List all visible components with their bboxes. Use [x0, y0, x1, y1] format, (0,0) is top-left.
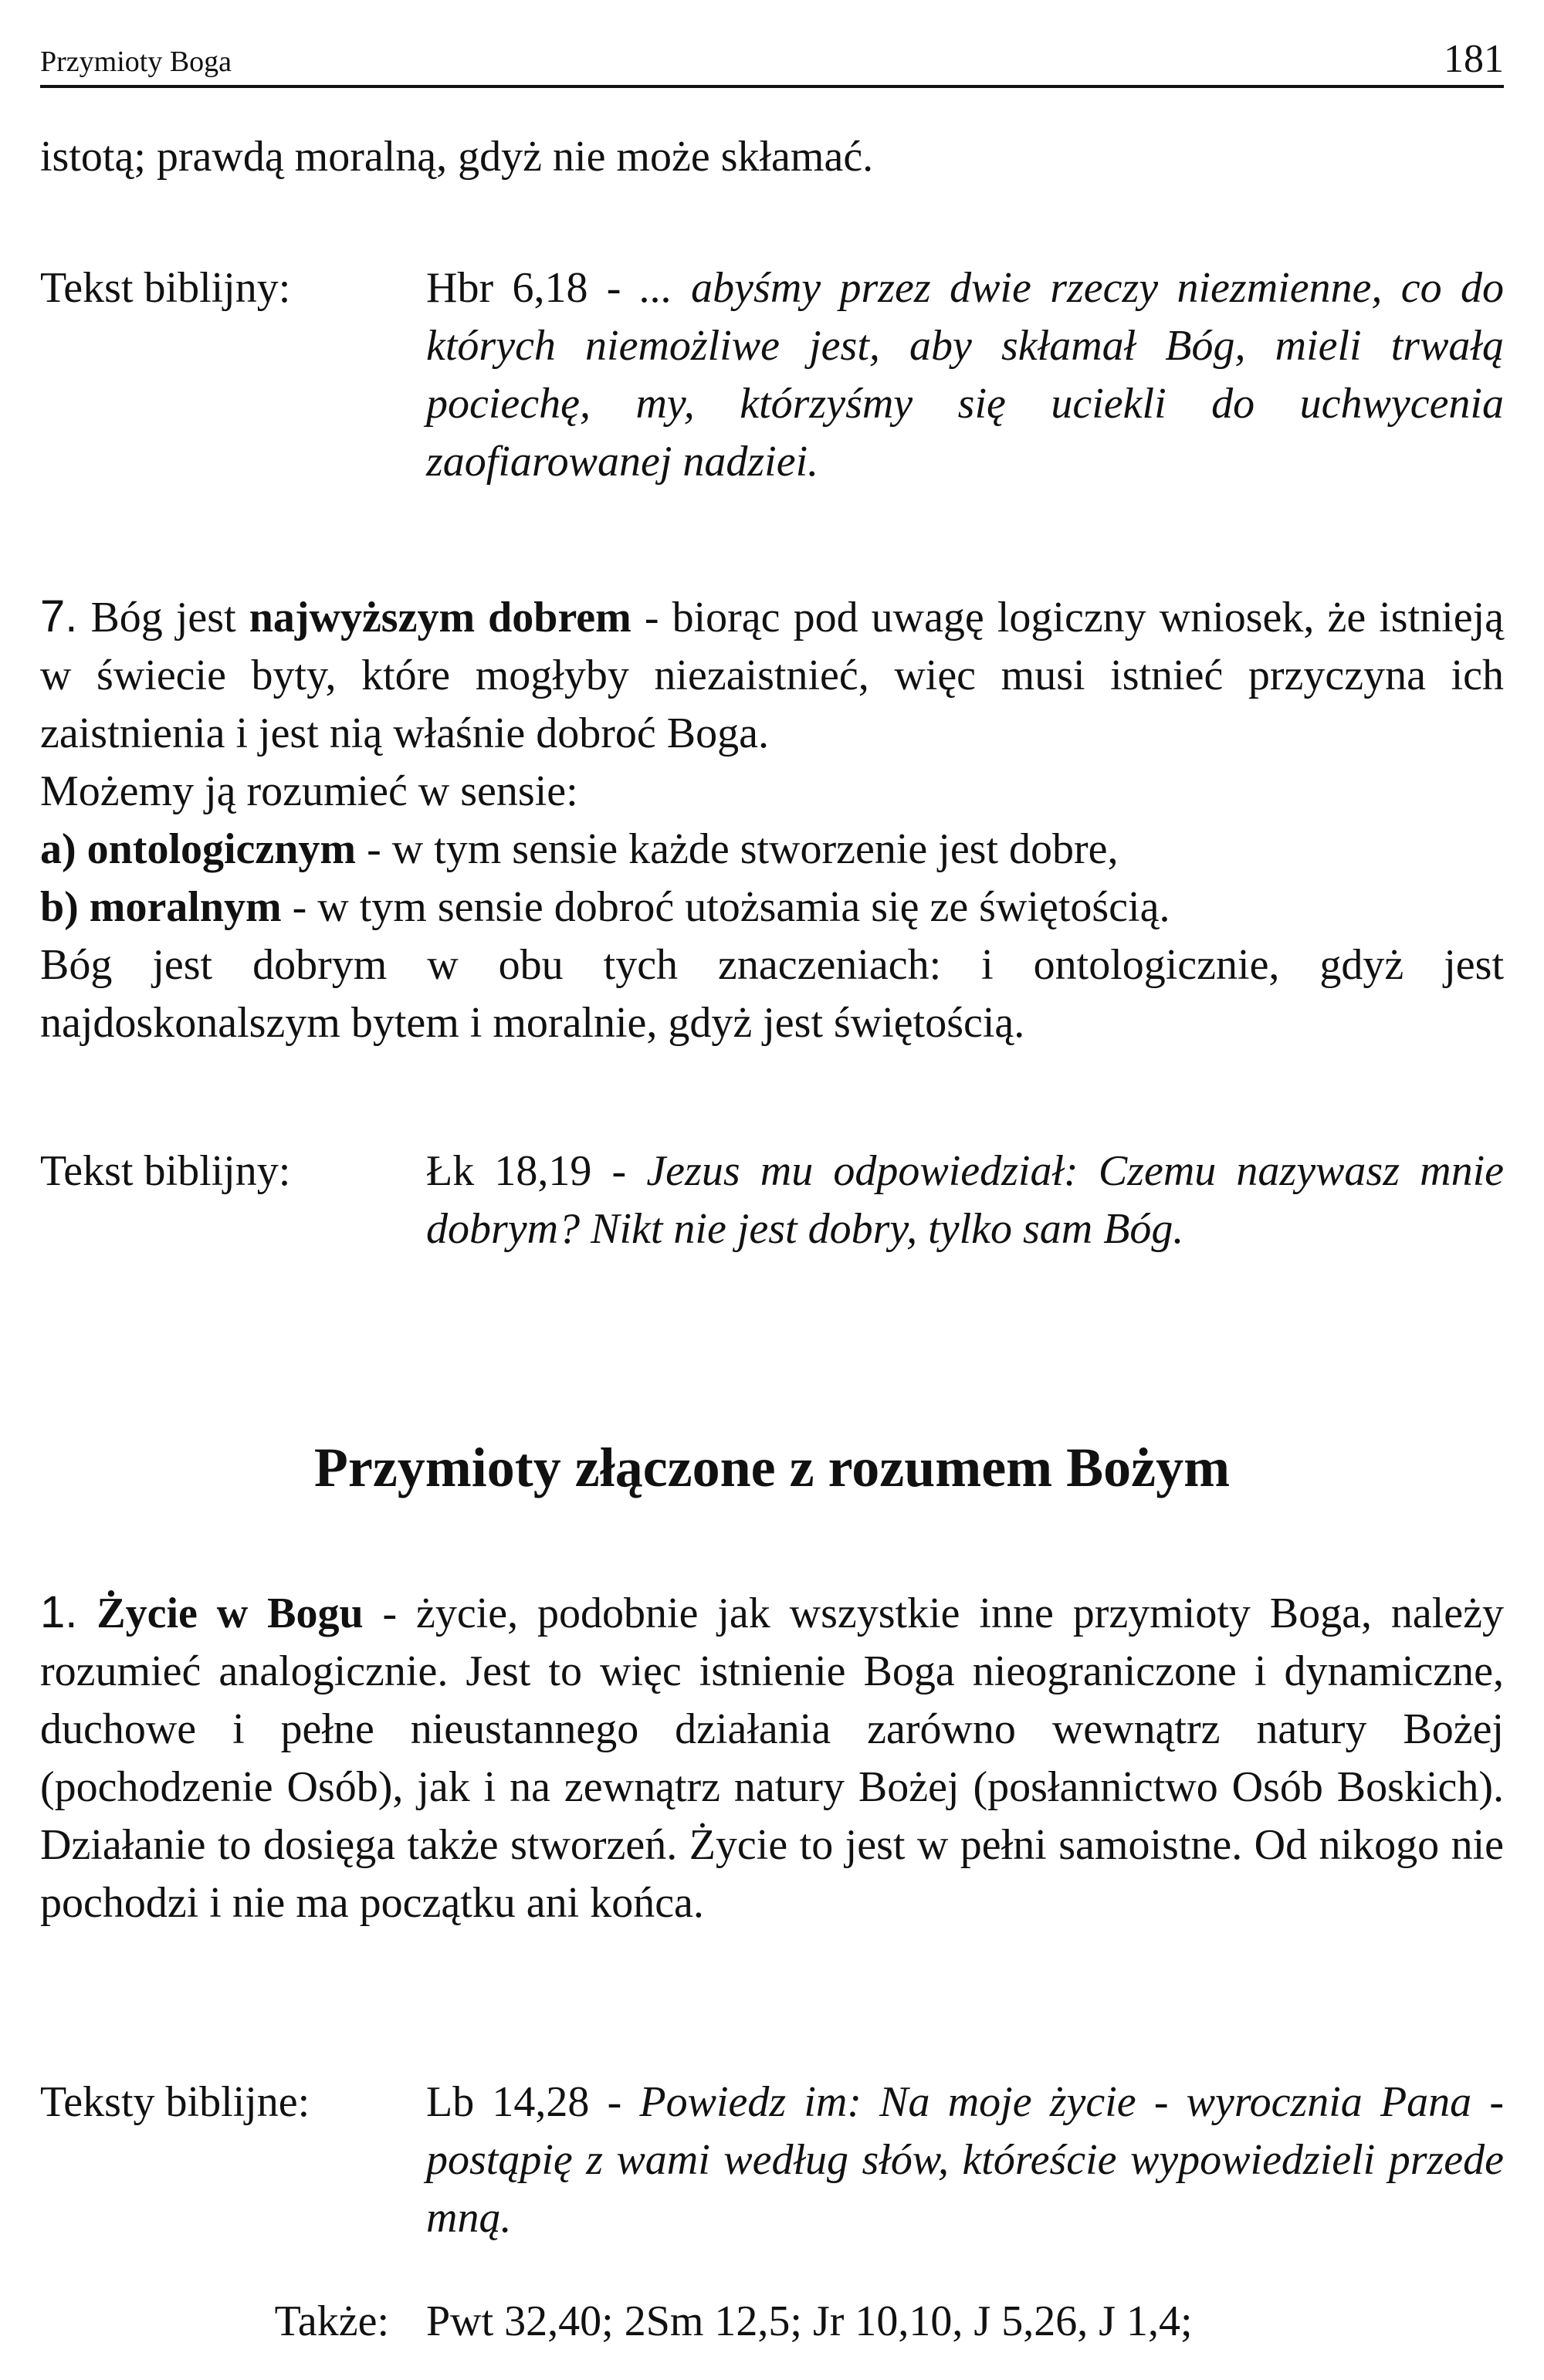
- item-7-intro: 7. Bóg jest najwyższym dobrem - biorąc pod uwagę logiczny wniosek, że istnieją w świecie byty, które mogłyby niezaistnieć, więc musi istnieć przyczyna ich zaistnienia i jest nią właśnie dobroć Boga.: [40, 591, 1504, 758]
- bold-term: najwyższym dobrem: [249, 594, 631, 642]
- bible-text-block-lb: [40, 2074, 1504, 2247]
- item-7-closing: Bóg jest dobrym w obu tych znaczeniach: i ontologicznie, gdyż jest najdoskonalszym bytem i moralnie, gdyż jest świętością.: [40, 941, 1504, 1048]
- section-title: Przymioty złączone z rozumem Bożym: [313, 1437, 1231, 1498]
- bible-text-block-lk: [40, 1143, 1504, 1258]
- item-number: 1.: [40, 1587, 78, 1637]
- running-header: [40, 31, 1504, 88]
- bible-reference: Hbr 6,18 -: [426, 264, 640, 312]
- also-label: Także:: [274, 2297, 389, 2345]
- item-7-option-b: b) moralnym - w tym sensie dobroć utożsamia się ze świętością.: [40, 883, 1170, 932]
- bible-quote: ... abyśmy przez dwie rzeczy niezmienne, co do których niemożliwe jest, aby skłamał Bóg, mieli trwałą pociechę, my, którzyśmy się uciekli do uchwycenia zaofiarowanej nadziei.: [426, 264, 1504, 486]
- bible-reference: Lb 14,28 -: [426, 2078, 640, 2126]
- also-refs: Pwt 32,40; 2Sm 12,5; Jr 10,10, J 5,26, J 1,4;: [426, 2297, 1193, 2345]
- bible-text-block-hbr: [40, 259, 1504, 491]
- item-number: 7.: [40, 591, 78, 642]
- bible-text-content: [426, 2074, 1504, 2247]
- page-number: 181: [1444, 37, 1504, 81]
- intro-line: istotą; prawdą moralną, gdyż nie może skłamać.: [40, 133, 874, 181]
- bible-reference: Łk 18,19 -: [426, 1147, 647, 1195]
- item-7-option-a: a) ontologicznym - w tym sensie każde stworzenie jest dobre,: [40, 825, 1119, 874]
- bible-texts-label: Teksty biblijne:: [40, 2078, 310, 2126]
- paragraph-item-1: 1. Życie w Bogu - życie, podobnie jak wszystkie inne przymioty Boga, należy rozumieć analogicznie. Jest to więc istnienie Boga nieograniczone i dynamiczne, duchowe i pełne nieustannego działania zarówno wewnątrz natury Bożej (pochodzenie Osób), jak i na zewnątrz natury Bożej (posłannictwo Osób Boskich). Działanie to dosięga także stworzeń. Życie to jest w pełni samoistne. Od nikogo nie pochodzi i nie ma początku ani końca.: [40, 1587, 1504, 1928]
- bible-text-content: [426, 1143, 1504, 1258]
- also-references: [40, 2293, 1504, 2351]
- bible-text-content: [426, 259, 1504, 491]
- bold-term: Życie w Bogu: [96, 1589, 364, 1637]
- paragraph-item-7: [40, 587, 1504, 1052]
- bible-quote: Jezus mu odpowiedział: Czemu nazywasz mnie dobrym? Nikt nie jest dobry, tylko sam Bóg.: [426, 1147, 1504, 1254]
- running-header-title: Przymioty Boga: [40, 46, 232, 78]
- item-7-line2: Możemy ją rozumieć w sensie:: [40, 767, 578, 816]
- bible-quote: Powiedz im: Na moje życie - wyrocznia Pana - postąpię z wami według słów, któreście wypowiedzieli przede mną.: [426, 2078, 1505, 2243]
- bible-text-label: Tekst biblijny:: [40, 1147, 291, 1195]
- bible-text-label: Tekst biblijny:: [40, 264, 291, 312]
